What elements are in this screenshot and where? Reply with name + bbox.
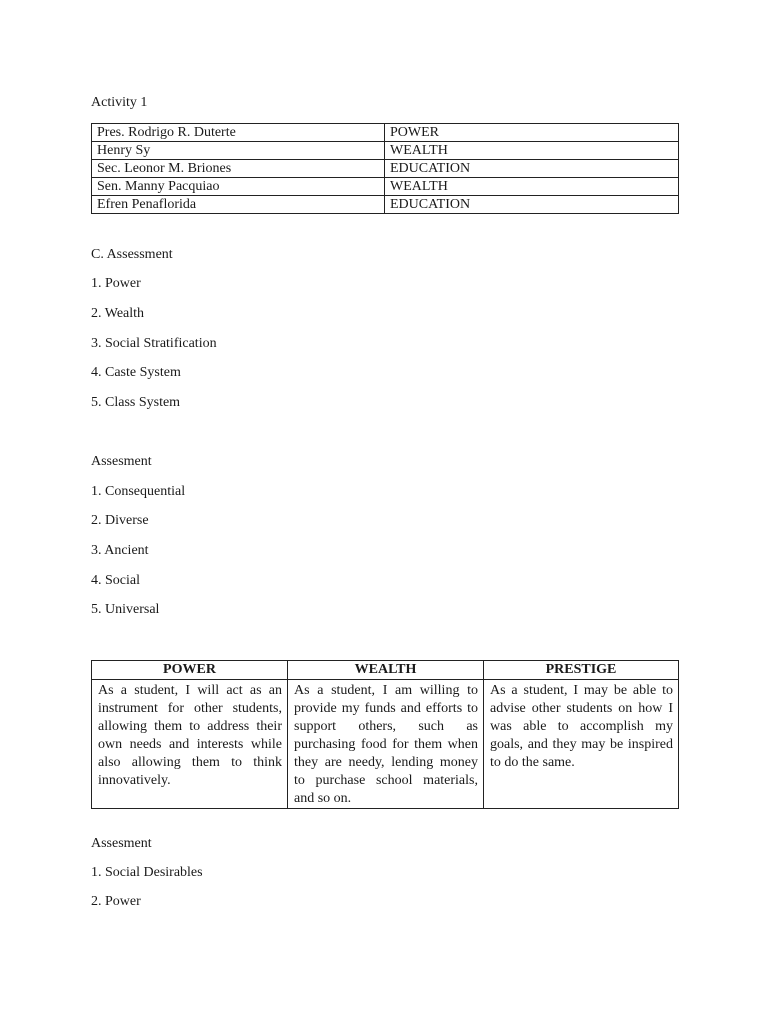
power-cell: As a student, I will act as an instrument for other students, allowing them to address their own needs and interests while also allowing them to think innovatively. bbox=[92, 680, 288, 809]
table-row bbox=[92, 124, 679, 142]
person-name: Sen. Manny Pacquiao bbox=[92, 178, 385, 196]
list-item: 3. Ancient bbox=[91, 543, 149, 558]
list-item: 4. Caste System bbox=[91, 365, 181, 380]
list-item: 1. Social Desirables bbox=[91, 865, 203, 880]
wealth-cell: As a student, I am willing to provide my funds and efforts to support others, such as purchasing food for them when they are needy, lending money to purchase school materials, and so on. bbox=[288, 680, 484, 809]
assessment-c-heading: C. Assessment bbox=[91, 247, 173, 262]
list-item: 2. Wealth bbox=[91, 306, 145, 321]
list-item: 1. Power bbox=[91, 276, 141, 291]
table-row bbox=[92, 178, 679, 196]
table-row bbox=[92, 196, 679, 214]
person-name: Pres. Rodrigo R. Duterte bbox=[92, 124, 385, 142]
power-wealth-prestige-table bbox=[91, 660, 679, 809]
table-row bbox=[92, 160, 679, 178]
person-category: WEALTH bbox=[385, 142, 679, 160]
column-header-wealth: WEALTH bbox=[288, 661, 484, 680]
prestige-cell: As a student, I may be able to advise other students on how I was able to accomplish my goals, and they may be inspired to do the same. bbox=[484, 680, 679, 809]
activity-title: Activity 1 bbox=[91, 95, 148, 110]
column-header-power: POWER bbox=[92, 661, 288, 680]
table-row bbox=[92, 142, 679, 160]
person-category: EDUCATION bbox=[385, 160, 679, 178]
person-category: EDUCATION bbox=[385, 196, 679, 214]
person-name: Efren Penaflorida bbox=[92, 196, 385, 214]
column-header-prestige: PRESTIGE bbox=[484, 661, 679, 680]
person-name: Sec. Leonor M. Briones bbox=[92, 160, 385, 178]
assessment-3-heading: Assesment bbox=[91, 836, 152, 851]
person-name: Henry Sy bbox=[92, 142, 385, 160]
list-item: 2. Diverse bbox=[91, 513, 149, 528]
list-item: 1. Consequential bbox=[91, 484, 186, 499]
person-category: WEALTH bbox=[385, 178, 679, 196]
list-item: 3. Social Stratification bbox=[91, 336, 217, 351]
activity-table bbox=[91, 123, 679, 214]
list-item: 5. Universal bbox=[91, 602, 160, 617]
person-category: POWER bbox=[385, 124, 679, 142]
assessment-2-heading: Assesment bbox=[91, 454, 152, 469]
list-item: 4. Social bbox=[91, 573, 140, 588]
table-header-row bbox=[92, 661, 679, 680]
list-item: 5. Class System bbox=[91, 395, 181, 410]
table-row bbox=[92, 680, 679, 809]
list-item: 2. Power bbox=[91, 894, 141, 909]
